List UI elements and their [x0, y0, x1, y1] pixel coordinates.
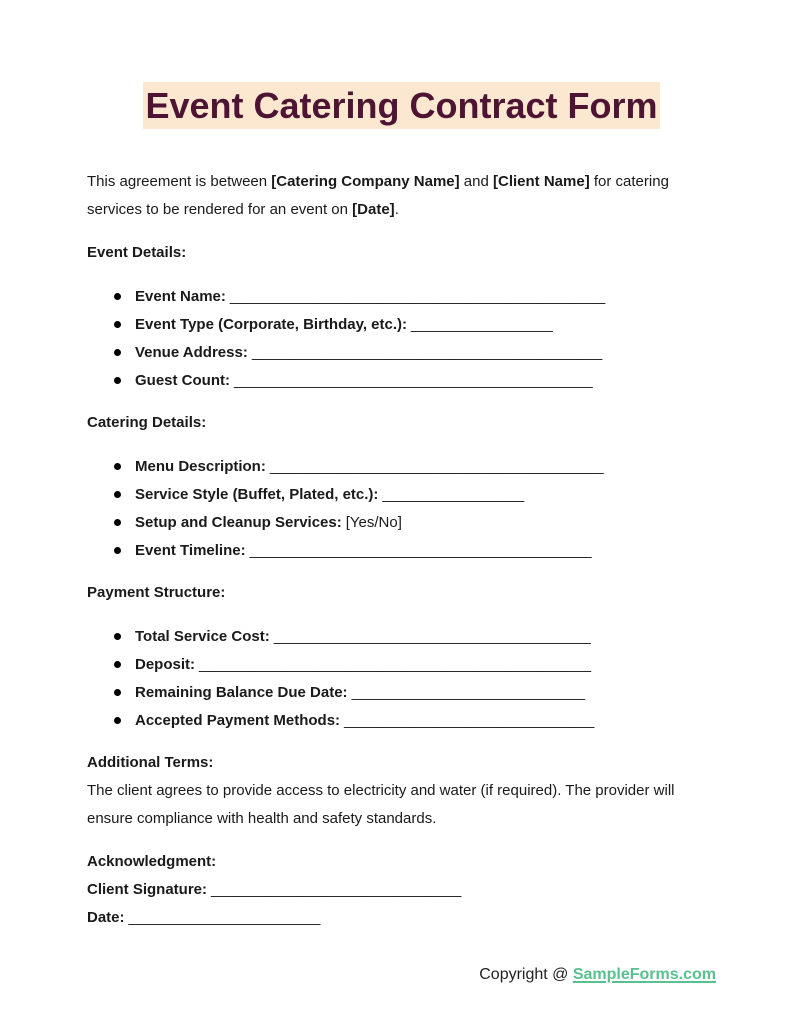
- list-item-guest-count: [87, 367, 716, 395]
- sampleforms-link[interactable]: SampleForms.com: [572, 966, 716, 983]
- fill-line: ____________________________: [351, 684, 586, 701]
- fill-line: _______________________________________________: [199, 656, 592, 673]
- list-item-service-style: [87, 481, 716, 509]
- page-title: Event Catering Contract Form: [143, 82, 659, 129]
- payment-structure-list: [87, 623, 716, 735]
- copyright-text: Copyright @: [479, 966, 573, 983]
- list-item-event-name: [87, 283, 716, 311]
- list-item-event-type: [87, 311, 716, 339]
- section-heading-event-details: Event Details:: [87, 244, 187, 261]
- fill-line: _________________________________________: [249, 542, 592, 559]
- catering-details-list: [87, 453, 716, 565]
- section-heading-additional-terms: Additional Terms:: [87, 754, 214, 771]
- section-heading-payment-structure: Payment Structure:: [87, 584, 226, 601]
- client-signature-line: ______________________________: [211, 881, 462, 898]
- fill-line: __________________________________________: [251, 344, 603, 361]
- item-label: Deposit:: [135, 656, 195, 673]
- item-label: Venue Address:: [135, 344, 248, 361]
- item-label: Accepted Payment Methods:: [135, 712, 341, 729]
- date-placeholder: [Date]: [352, 201, 395, 218]
- list-item-total-service-cost: [87, 623, 716, 651]
- list-item-remaining-balance: [87, 679, 716, 707]
- client-name-placeholder: [Client Name]: [493, 173, 590, 190]
- item-label: Total Service Cost:: [135, 628, 270, 645]
- section-heading-catering-details: Catering Details:: [87, 414, 207, 431]
- list-item-accepted-methods: [87, 707, 716, 735]
- section-heading-acknowledgment: Acknowledgment:: [87, 853, 217, 870]
- additional-terms-block: [87, 749, 716, 833]
- list-item-deposit: [87, 651, 716, 679]
- fill-line: _____________________________________________: [229, 288, 606, 305]
- item-label: Remaining Balance Due Date:: [135, 684, 348, 701]
- date-line: _______________________: [128, 909, 321, 926]
- item-label: Setup and Cleanup Services:: [135, 514, 342, 531]
- fill-line: _________________: [382, 486, 525, 503]
- client-signature-row: [87, 876, 716, 904]
- list-item-menu-description: [87, 453, 716, 481]
- fill-line: ________________________________________: [269, 458, 604, 475]
- intro-paragraph: [87, 168, 716, 224]
- client-signature-label: Client Signature:: [87, 881, 208, 898]
- intro-text: This agreement is between: [87, 173, 272, 190]
- item-label: Event Type (Corporate, Birthday, etc.):: [135, 316, 407, 333]
- catering-company-placeholder: [Catering Company Name]: [271, 173, 460, 190]
- item-label: Service Style (Buffet, Plated, etc.):: [135, 486, 379, 503]
- additional-terms-text: The client agrees to provide access to electricity and water (if required). The provider will ensure compliance with health and safety standards.: [87, 782, 675, 827]
- acknowledgment-block: [87, 848, 716, 932]
- list-item-setup-cleanup: [87, 509, 716, 537]
- fill-line: _________________: [411, 316, 553, 333]
- item-label: Menu Description:: [135, 458, 266, 475]
- title-row: [87, 82, 716, 129]
- item-label: Guest Count:: [135, 372, 230, 389]
- item-label: Event Name:: [135, 288, 226, 305]
- fill-line: ______________________________: [344, 712, 595, 729]
- event-details-list: [87, 283, 716, 395]
- item-label: Event Timeline:: [135, 542, 246, 559]
- date-label: Date:: [87, 909, 125, 926]
- intro-text: .: [394, 201, 399, 218]
- intro-text: and: [459, 173, 494, 190]
- footer: [87, 965, 716, 985]
- fill-line: ______________________________________: [273, 628, 591, 645]
- list-item-venue-address: [87, 339, 716, 367]
- date-row: [87, 904, 716, 932]
- intro-text: for catering services to be rendered for an event on: [87, 173, 669, 218]
- yes-no-placeholder: [Yes/No]: [345, 514, 402, 531]
- list-item-event-timeline: [87, 537, 716, 565]
- fill-line: ___________________________________________: [234, 372, 593, 389]
